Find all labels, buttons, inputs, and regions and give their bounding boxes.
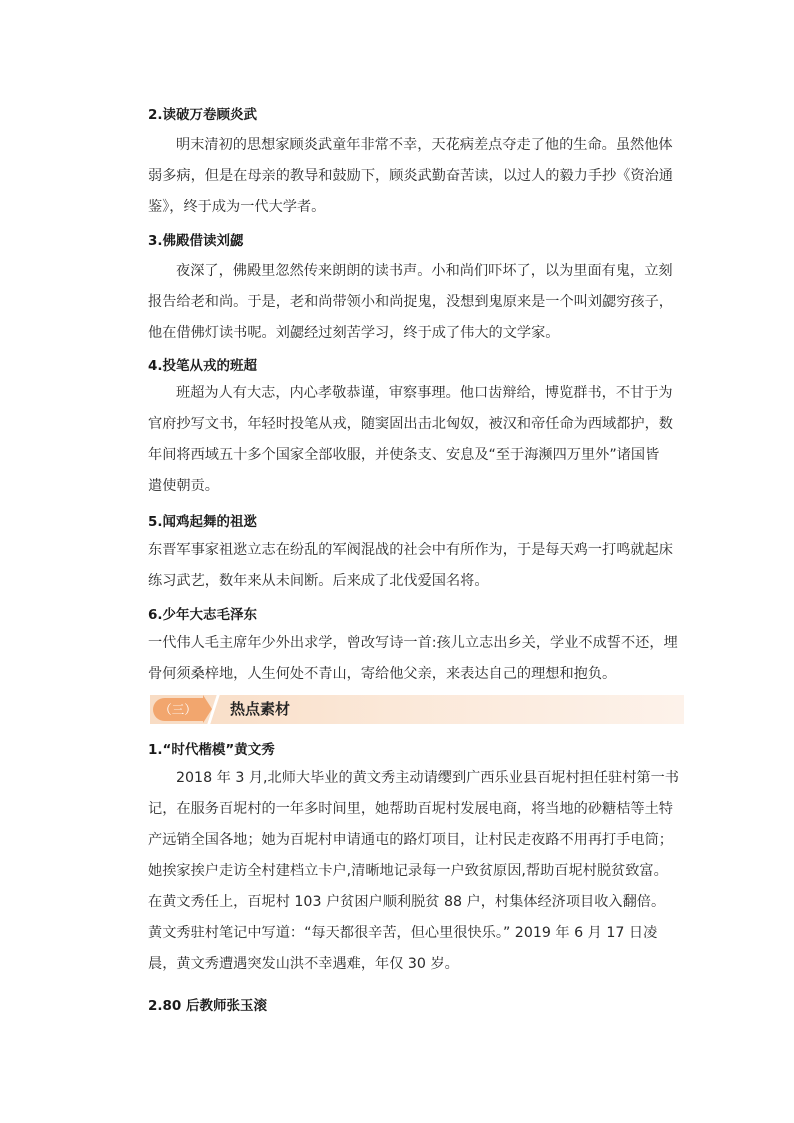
paragraph-line: 一代伟人毛主席年少外出求学，曾改写诗一首:孩儿立志出乡关，学业不成誓不还，埋: [148, 635, 678, 651]
paragraph-line: 记，在服务百坭村的一年多时间里，她帮助百坭村发展电商，将当地的砂糖桔等土特: [148, 801, 673, 817]
paragraph-line: 2018 年 3 月,北师大毕业的黄文秀主动请缨到广西乐业县百坭村担任驻村第一书: [176, 770, 679, 786]
paragraph-line: 练习武艺，数年来从未间断。后来成了北伐爱国名将。: [148, 573, 489, 589]
section-heading: 2.80 后教师张玉滚: [148, 998, 268, 1014]
section-paragraph: [148, 763, 688, 980]
paragraph-line: 他在借佛灯读书呢。刘勰经过刻苦学习，终于成了伟大的文学家。: [148, 325, 560, 341]
section-paragraph: [148, 535, 688, 597]
section-heading: 6.少年大志毛泽东: [148, 607, 258, 623]
section-heading: 2.读破万卷顾炎武: [148, 107, 258, 123]
section-heading: 3.佛殿借读刘勰: [148, 233, 244, 249]
section-paragraph: [148, 256, 688, 349]
paragraph-line: 班超为人有大志，内心孝敬恭谨，审察事理。他口齿辩给，博览群书，不甘于为: [176, 385, 673, 401]
section-paragraph: [148, 378, 688, 502]
paragraph-line: 弱多病，但是在母亲的教导和鼓励下，顾炎武勤奋苦读，以过人的毅力手抄《资治通: [148, 168, 673, 184]
section-heading: 4.投笔从戎的班超: [148, 358, 258, 374]
paragraph-line: 骨何须桑梓地，人生何处不青山，寄给他父亲，来表达自己的理想和抱负。: [148, 666, 617, 682]
paragraph-line: 鉴》，终于成为一代大学者。: [148, 199, 326, 215]
section-banner: [150, 695, 684, 724]
banner-tag: （三）: [153, 698, 203, 721]
section-paragraph: [148, 628, 688, 690]
paragraph-line: 黄文秀驻村笔记中写道：“每天都很辛苦，但心里很快乐。” 2019 年 6 月 17 日凌: [148, 925, 658, 941]
paragraph-line: 遣使朝贡。: [148, 478, 219, 494]
paragraph-line: 她挨家挨户走访全村建档立卡户,清晰地记录每一户致贫原因,帮助百坭村脱贫致富。: [148, 863, 668, 879]
section-heading: 5.闻鸡起舞的祖逖: [148, 514, 258, 530]
section-paragraph: [148, 130, 688, 223]
banner-title: 热点素材: [230, 700, 291, 718]
paragraph-line: 年间将西域五十多个国家全部收服，并使条支、安息及“至于海濒四万里外”诸国皆: [148, 447, 660, 463]
section-heading: 1.“时代楷模”黄文秀: [148, 742, 275, 758]
paragraph-line: 东晋军事家祖逖立志在纷乱的军阀混战的社会中有所作为，于是每天鸡一打鸣就起床: [148, 542, 673, 558]
paragraph-line: 报告给老和尚。于是，老和尚带领小和尚捉鬼，没想到鬼原来是一个叫刘勰穷孩子，: [148, 294, 673, 310]
paragraph-line: 官府抄写文书，年轻时投笔从戎，随窦固出击北匈奴，被汉和帝任命为西域都护，数: [148, 416, 673, 432]
paragraph-line: 明末清初的思想家顾炎武童年非常不幸，天花病差点夺走了他的生命。虽然他体: [176, 137, 673, 153]
paragraph-line: 在黄文秀任上，百坭村 103 户贫困户顺利脱贫 88 户，村集体经济项目收入翻倍。: [148, 894, 666, 910]
paragraph-line: 夜深了，佛殿里忽然传来朗朗的读书声。小和尚们吓坏了，以为里面有鬼，立刻: [176, 263, 673, 279]
paragraph-line: 产远销全国各地；她为百坭村申请通屯的路灯项目，让村民走夜路不用再打手电筒；: [148, 832, 673, 848]
paragraph-line: 晨，黄文秀遭遇突发山洪不幸遇难，年仅 30 岁。: [148, 956, 459, 972]
